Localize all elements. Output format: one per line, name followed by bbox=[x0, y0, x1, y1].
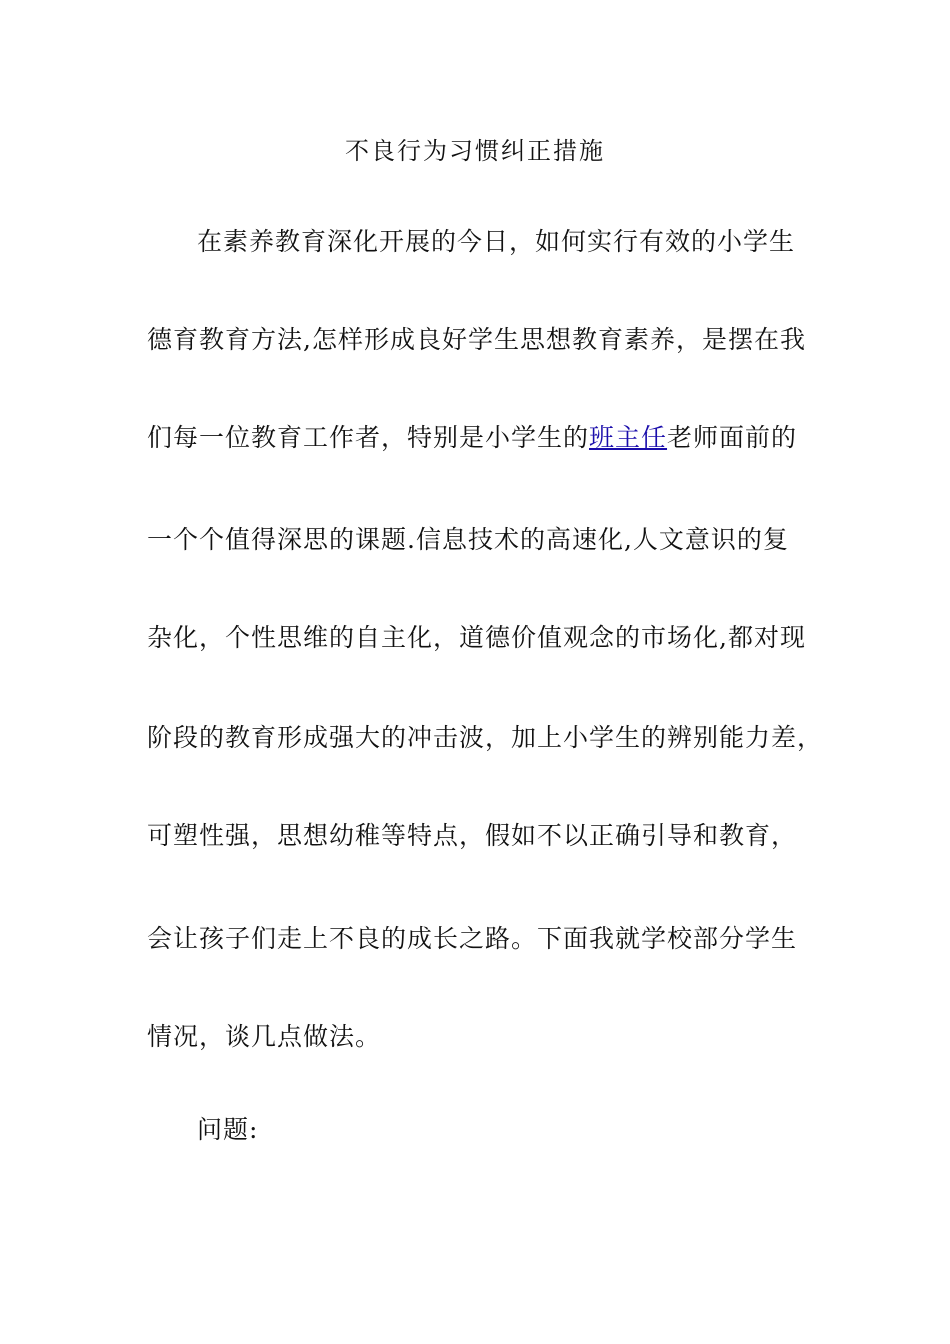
paragraph-line-5: 杂化，个性思维的自主化，道德价值观念的市场化,都对现 bbox=[147, 623, 806, 652]
paragraph-line-4: 一个个值得深思的课题.信息技术的高速化,人文意识的复 bbox=[147, 525, 789, 554]
paragraph-line-6: 阶段的教育形成强大的冲击波，加上小学生的辨别能力差， bbox=[147, 723, 824, 752]
section-heading: 问题: bbox=[197, 1115, 259, 1144]
paragraph-line-1: 在素养教育深化开展的今日，如何实行有效的小学生 bbox=[197, 227, 796, 256]
head-teacher-link[interactable]: 班主任 bbox=[589, 423, 668, 452]
paragraph-line-3-prefix: 们每一位教育工作者，特别是小学生的 bbox=[147, 423, 590, 452]
paragraph-line-8: 会让孩子们走上不良的成长之路。下面我就学校部分学生 bbox=[147, 924, 798, 953]
document-title: 不良行为习惯纠正措施 bbox=[345, 137, 605, 165]
paragraph-line-9: 情况，谈几点做法。 bbox=[147, 1022, 382, 1051]
paragraph-line-2: 德育教育方法,怎样形成良好学生思想教育素养，是摆在我 bbox=[147, 325, 806, 354]
paragraph-line-7: 可塑性强，思想幼稚等特点，假如不以正确引导和教育， bbox=[147, 821, 798, 850]
paragraph-line-3 bbox=[147, 420, 797, 456]
paragraph-line-3-suffix: 老师面前的 bbox=[667, 423, 798, 452]
